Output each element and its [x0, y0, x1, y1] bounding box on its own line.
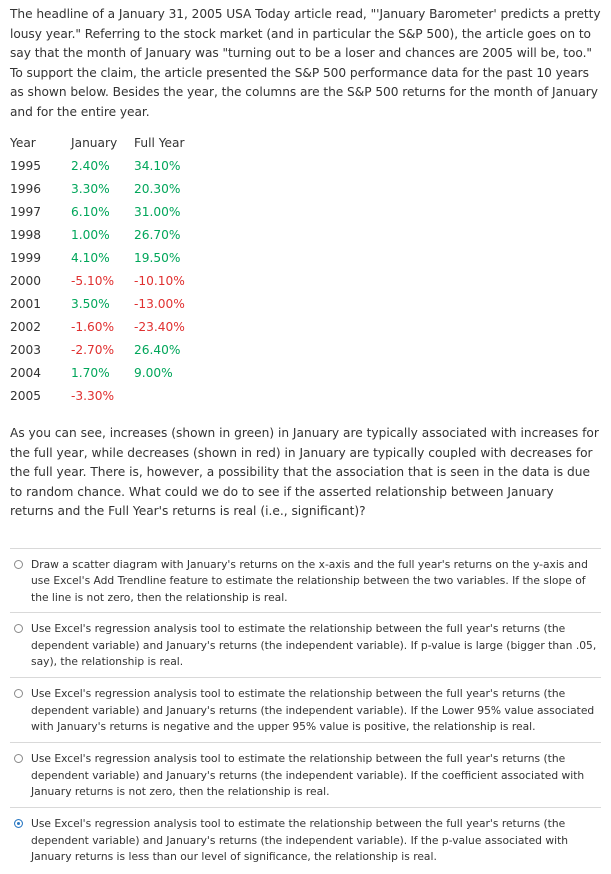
answer-option-text: Use Excel's regression analysis tool to estimate the relationship between the full year's returns (the dependent variable) and January's returns (the independent variable). If the p-value associated with January returns is less than our level of significance, the relationship is real.: [31, 817, 569, 863]
answer-option-text: Draw a scatter diagram with January's returns on the x-axis and the full year's returns on the y-axis and use Excel's Add Trendline feature to estimate the relationship between the two variables. If the slope of the line is not zero, then the relationship is real.: [31, 557, 588, 604]
table-row: [10, 389, 214, 412]
cell-year: 1995: [10, 159, 42, 173]
cell-year: 1998: [10, 228, 42, 242]
answer-option-1[interactable]: [10, 548, 601, 613]
cell-january: -3.30%: [71, 389, 115, 403]
cell-full-year: 34.10%: [134, 159, 181, 173]
cell-january: 4.10%: [71, 251, 110, 265]
radio-icon[interactable]: [14, 754, 23, 763]
cell-year: 1997: [10, 205, 42, 219]
cell-year: 2004: [10, 366, 42, 380]
table-header-row: [10, 136, 214, 159]
answer-option-2[interactable]: [10, 612, 601, 677]
table-row: [10, 343, 214, 366]
cell-full-year: 31.00%: [134, 205, 181, 219]
answer-option-text: Use Excel's regression analysis tool to estimate the relationship between the full year's returns (the dependent variable) and January's returns (the independent variable). If the Lower 95% value associated with January's returns is negative and the upper 95% value is positive, the relationship is real.: [31, 687, 595, 733]
cell-full-year: 20.30%: [134, 182, 181, 196]
table-row: [10, 274, 214, 297]
table-row: [10, 182, 214, 205]
cell-january: 6.10%: [71, 205, 110, 219]
radio-icon[interactable]: [14, 689, 23, 698]
answer-options: [10, 548, 601, 873]
answer-option-3[interactable]: [10, 677, 601, 742]
question-text: As you can see, increases (shown in green) in January are typically associated with increases for the full year, while decreases (shown in red) in January are typically coupled with decreases for the full year. There is, however, a possibility that the association that is seen in the data is due to random chance. What could we do to see if the asserted relationship between January returns and the Full Year's returns is real (i.e., significant)?: [10, 426, 599, 518]
cell-january: 3.30%: [71, 182, 110, 196]
cell-january: 1.70%: [71, 366, 110, 380]
header-full-year: Full Year: [134, 136, 185, 150]
table-row: [10, 228, 214, 251]
cell-full-year: 9.00%: [134, 366, 173, 380]
answer-option-text: Use Excel's regression analysis tool to estimate the relationship between the full year's returns (the dependent variable) and January's returns (the independent variable). If p-value is large (bigger than .05, say), the relationship is real.: [31, 622, 597, 668]
answer-option-text: Use Excel's regression analysis tool to estimate the relationship between the full year's returns (the dependent variable) and January's returns (the independent variable). If the coefficient associated with January returns is not zero, then the relationship is real.: [31, 752, 585, 798]
header-january: January: [71, 136, 118, 150]
cell-january: -1.60%: [71, 320, 115, 334]
radio-selected-icon[interactable]: [14, 819, 23, 828]
radio-icon[interactable]: [14, 624, 23, 633]
table-row: [10, 205, 214, 228]
cell-january: 2.40%: [71, 159, 110, 173]
table-row: [10, 159, 214, 182]
intro-paragraph: The headline of a January 31, 2005 USA Today article read, "'January Barometer' predicts a pretty lousy year." Referring to the stock market (and in particular the S&P 500), the article goes on to say that the month of January was "turning out to be a loser and chances are 2005 will be, too." To support the claim, the article presented the S&P 500 performance data for the past 10 years as shown below. Besides the year, the columns are the S&P 500 returns for the month of January and for the entire year.: [10, 7, 601, 119]
cell-full-year: [134, 389, 214, 412]
cell-january: 3.50%: [71, 297, 110, 311]
table-row: [10, 297, 214, 320]
cell-year: 2005: [10, 389, 42, 403]
cell-year: 2001: [10, 297, 42, 311]
cell-year: 1996: [10, 182, 42, 196]
answer-option-5[interactable]: [10, 807, 601, 872]
table-row: [10, 251, 214, 274]
table-row: [10, 320, 214, 343]
cell-year: 2002: [10, 320, 42, 334]
cell-full-year: -23.40%: [134, 320, 185, 334]
cell-january: -5.10%: [71, 274, 115, 288]
cell-year: 1999: [10, 251, 42, 265]
table-row: [10, 366, 214, 389]
cell-year: 2000: [10, 274, 42, 288]
cell-full-year: 19.50%: [134, 251, 181, 265]
cell-january: -2.70%: [71, 343, 115, 357]
cell-year: 2003: [10, 343, 42, 357]
cell-full-year: 26.40%: [134, 343, 181, 357]
returns-table: [10, 136, 214, 412]
header-year: Year: [10, 136, 36, 150]
cell-full-year: 26.70%: [134, 228, 181, 242]
cell-january: 1.00%: [71, 228, 110, 242]
table-body: [10, 159, 214, 412]
radio-icon[interactable]: [14, 560, 23, 569]
cell-full-year: -13.00%: [134, 297, 185, 311]
answer-option-4[interactable]: [10, 742, 601, 807]
cell-full-year: -10.10%: [134, 274, 185, 288]
